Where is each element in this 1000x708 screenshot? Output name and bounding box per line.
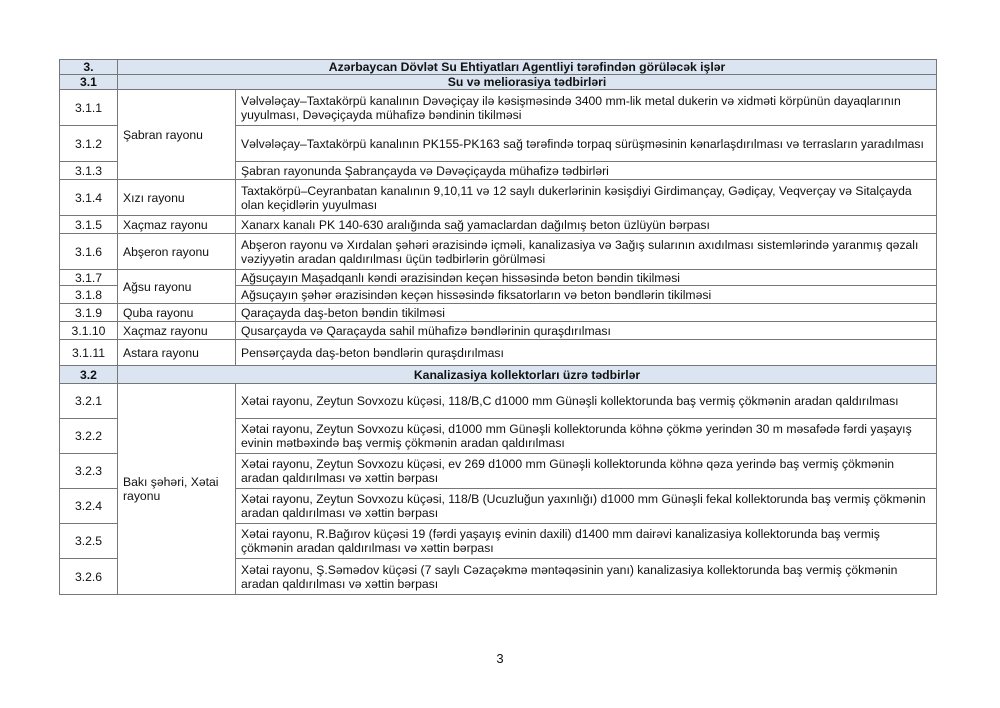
row-number: 3.1.8 [60,286,118,304]
row-number: 3.1.4 [60,180,118,216]
region-cell: Xaçmaz rayonu [118,322,236,340]
row-number: 3.2.4 [60,489,118,524]
work-description: Taxtakörpü–Ceyranbatan kanalının 9,10,11 və 12 saylı dukerlərinin kəsişdiyi Girdimançay, Gədiçay, Veqverçay və Sitalçayda olan keçidlərin yuyulması [236,180,937,216]
work-description: Xətai rayonu, Ş.Səmədov küçəsi (7 saylı Cəzaçəkmə məntəqəsinin yanı) kanalizasiya kollektorunda baş vermiş çökmənin aradan qaldırılması və xəttin bərpası [236,559,937,595]
table-row [60,322,937,340]
work-description: Xətai rayonu, Zeytun Sovxozu küçəsi, ev 269 d1000 mm Günəşli kollektorunda köhnə qəza yerində baş vermiş çökmənin aradan qaldırılması və xəttin bərpası [236,454,937,489]
table-row [60,304,937,322]
work-description: Xanarx kanalı PK 140-630 aralığında sağ yamaclardan dağılmış beton üzlüyün bərpası [236,216,937,234]
header-title: Azərbaycan Dövlət Su Ehtiyatları Agentliyi tərəfindən görüləcək işlər [118,60,937,75]
work-description: Abşeron rayonu və Xırdalan şəhəri ərazisində içməli, kanalizasiya və 3ağış sularının axıdılması sistemlərində yaranmış qəzalı vəziyyətin aradan qaldırılması üçün tədbirlərin görülməsi [236,234,937,270]
region-cell: Quba rayonu [118,304,236,322]
table-row [60,234,937,270]
row-number: 3.1.1 [60,90,118,126]
row-number: 3.2.3 [60,454,118,489]
region-cell: Xızı rayonu [118,180,236,216]
work-description: Vəlvələçay–Taxtakörpü kanalının PK155-PK163 sağ tərəfində torpaq sürüşməsinin kənarlaşdırılması və terrasların yaradılması [236,126,937,162]
section-row [60,366,937,384]
section-num: 3.1 [60,75,118,90]
works-table [59,59,937,595]
row-number: 3.1.5 [60,216,118,234]
section-row [60,75,937,90]
page-number: 3 [496,651,504,666]
row-number: 3.2.5 [60,524,118,559]
work-description: Vəlvələçay–Taxtakörpü kanalının Dəvəçiçay ilə kəsişməsində 3400 mm-lik metal dukerin və xidməti körpünün dayaqlarının yuyulması, Dəvəçiçayda mühafizə bəndinin tikilməsi [236,90,937,126]
work-description: Ağsuçayın Maşadqanlı kəndi ərazisindən keçən hissəsində beton bəndin tikilməsi [236,270,937,286]
region-cell: Bakı şəhəri, Xətai rayonu [118,384,236,595]
work-description: Xətai rayonu, R.Bağırov küçəsi 19 (fərdi yaşayış evinin daxili) d1400 mm dairəvi kanalizasiya kollektorunda baş vermiş çökmənin aradan qaldırılması və xəttin bərpası [236,524,937,559]
region-cell: Abşeron rayonu [118,234,236,270]
work-description: Ağsuçayın şəhər ərazisindən keçən hissəsində fiksatorların və beton bəndlərin tikilməsi [236,286,937,304]
table-header-row [60,60,937,75]
work-description: Qusarçayda və Qaraçayda sahil mühafizə bəndlərinin quraşdırılması [236,322,937,340]
section-title: Kanalizasiya kollektorları üzrə tədbirlər [118,366,937,384]
region-cell: Şabran rayonu [118,90,236,180]
table-row [60,340,937,366]
region-cell: Ağsu rayonu [118,270,236,304]
table-row [60,384,937,419]
table-row [60,216,937,234]
work-description: Xətai rayonu, Zeytun Sovxozu küçəsi, 118/B,C d1000 mm Günəşli kollektorunda baş vermiş çökmənin aradan qaldırılması [236,384,937,419]
work-description: Qaraçayda daş-beton bəndin tikilməsi [236,304,937,322]
work-description: Xətai rayonu, Zeytun Sovxozu küçəsi, d1000 mm Günəşli kollektorunda köhnə çökmə yerindən 30 m məsafədə fərdi yaşayış evinin mətbəxində baş vermiş çökmənin aradan qaldırılması [236,419,937,454]
row-number: 3.1.6 [60,234,118,270]
row-number: 3.1.10 [60,322,118,340]
row-number: 3.1.7 [60,270,118,286]
table-row [60,270,937,286]
section-title: Su və meliorasiya tədbirləri [118,75,937,90]
row-number: 3.2.1 [60,384,118,419]
row-number: 3.2.2 [60,419,118,454]
row-number: 3.1.9 [60,304,118,322]
work-description: Şabran rayonunda Şabrançayda və Dəvəçiçayda mühafizə tədbirləri [236,162,937,180]
header-num: 3. [60,60,118,75]
section-num: 3.2 [60,366,118,384]
row-number: 3.1.3 [60,162,118,180]
work-description: Xətai rayonu, Zeytun Sovxozu küçəsi, 118/B (Ucuzluğun yaxınlığı) d1000 mm Günəşli fekal kollektorunda baş vermiş çökmənin aradan qaldırılması və xəttin bərpası [236,489,937,524]
row-number: 3.1.2 [60,126,118,162]
region-cell: Astara rayonu [118,340,236,366]
row-number: 3.2.6 [60,559,118,595]
work-description: Pensərçayda daş-beton bəndlərin quraşdırılması [236,340,937,366]
row-number: 3.1.11 [60,340,118,366]
table-row [60,90,937,126]
region-cell: Xaçmaz rayonu [118,216,236,234]
table-row [60,180,937,216]
